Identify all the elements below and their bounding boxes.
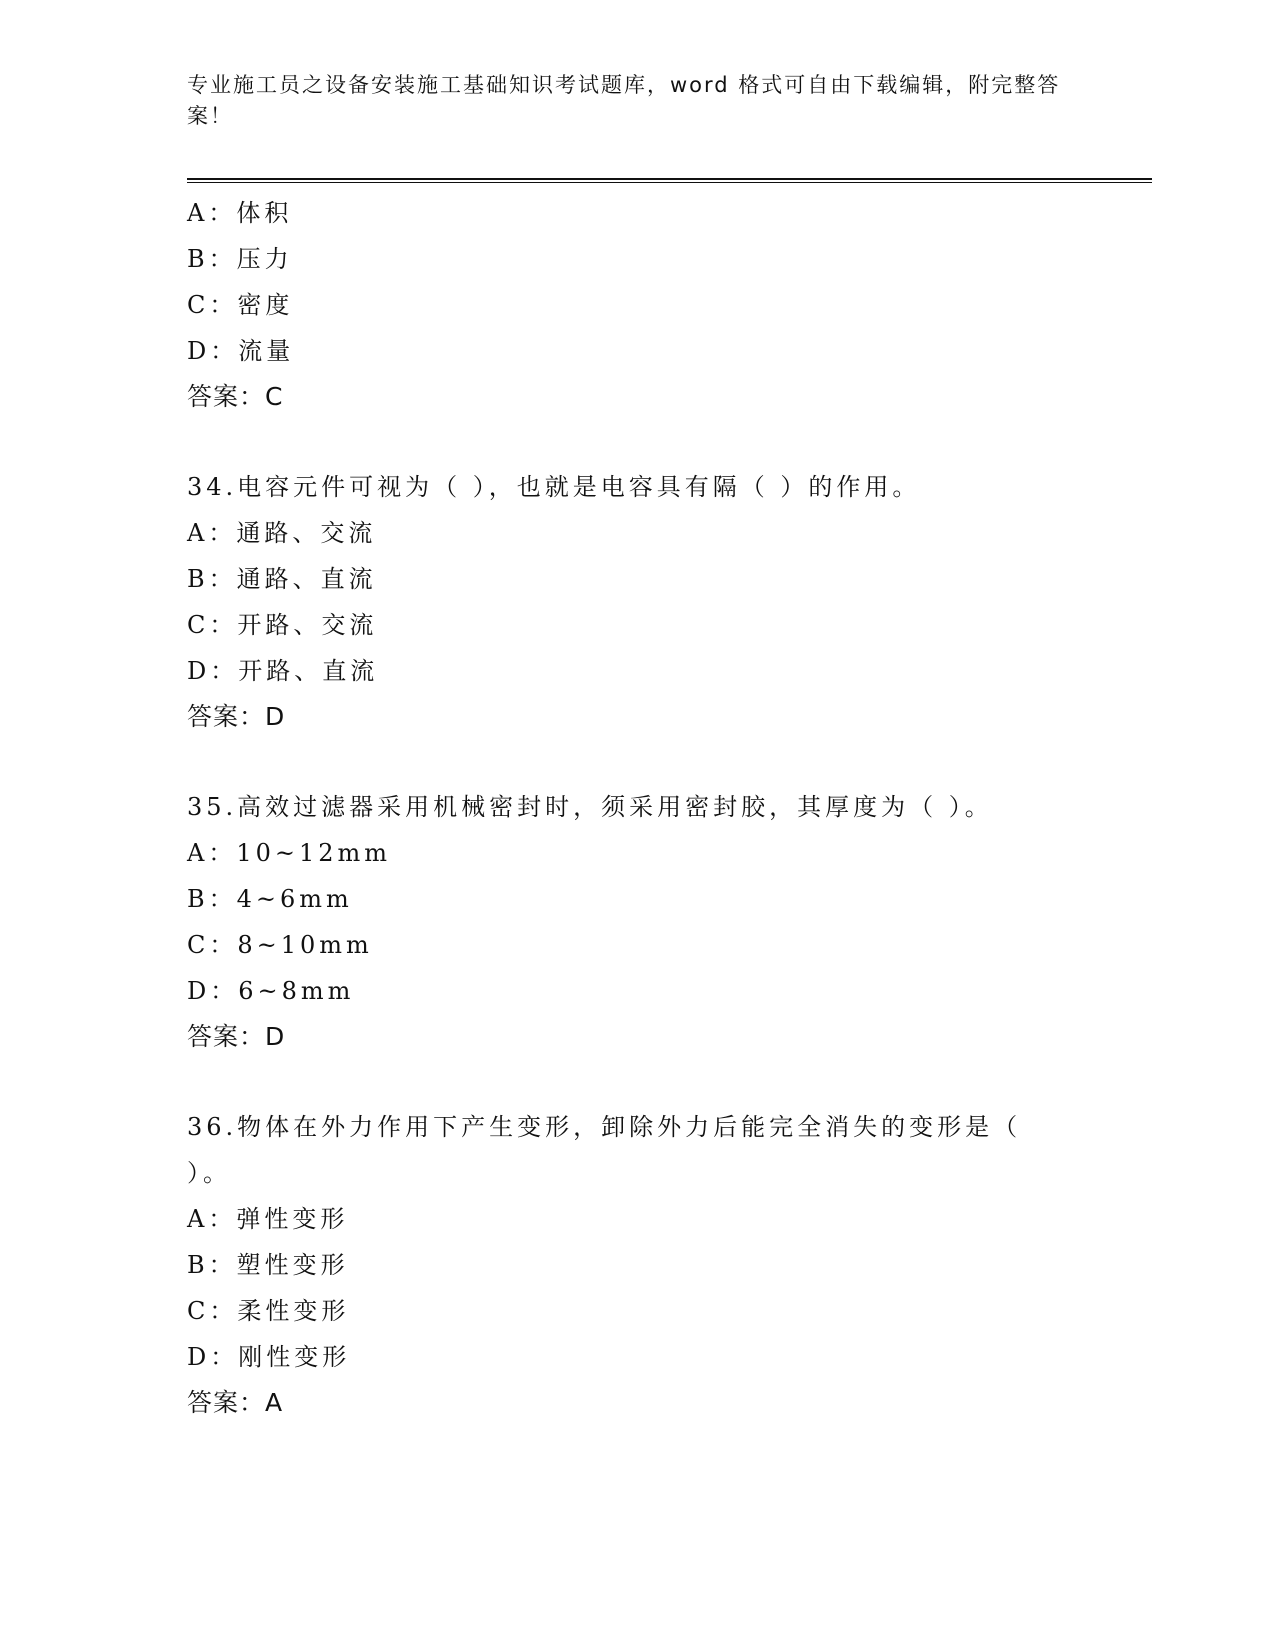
question-34	[187, 464, 1067, 740]
option-b: B：塑性变形	[187, 1251, 349, 1279]
option-c: C：密度	[187, 291, 294, 319]
option-a: A：体积	[187, 199, 293, 227]
option-d: D：开路、直流	[187, 657, 379, 685]
spacer	[187, 740, 1067, 784]
option-c: C：柔性变形	[187, 1297, 350, 1325]
document-header: 专业施工员之设备安装施工基础知识考试题库，word 格式可自由下载编辑，附完整答案！	[187, 73, 1061, 128]
question-stem: 35.高效过滤器采用机械密封时，须采用密封胶，其厚度为（ ）。	[187, 793, 993, 821]
question-33	[187, 190, 1067, 420]
question-list	[187, 190, 1067, 1426]
option-a: A：通路、交流	[187, 519, 377, 547]
answer: 答案：A	[187, 1388, 284, 1417]
option-a: A：10~12mm	[187, 839, 392, 867]
option-d: D：6~8mm	[187, 977, 355, 1005]
answer: 答案：D	[187, 1022, 286, 1051]
option-b: B：压力	[187, 245, 293, 273]
option-c: C：开路、交流	[187, 611, 378, 639]
option-c: C：8~10mm	[187, 931, 373, 959]
spacer	[187, 1060, 1067, 1104]
answer: 答案：C	[187, 382, 284, 411]
header-divider	[187, 178, 1152, 184]
question-36	[187, 1104, 1067, 1426]
option-b: B：4~6mm	[187, 885, 353, 913]
option-d: D：流量	[187, 337, 295, 365]
option-b: B：通路、直流	[187, 565, 377, 593]
spacer	[187, 420, 1067, 464]
divider-line-thin	[187, 182, 1152, 183]
question-35	[187, 784, 1067, 1060]
option-a: A：弹性变形	[187, 1205, 349, 1233]
divider-line-thick	[187, 178, 1152, 180]
question-stem: 36.物体在外力作用下产生变形，卸除外力后能完全消失的变形是（ ）。	[187, 1113, 1022, 1187]
question-stem: 34.电容元件可视为（ ），也就是电容具有隔（ ）的作用。	[187, 473, 921, 501]
answer: 答案：D	[187, 702, 286, 731]
option-d: D：刚性变形	[187, 1343, 351, 1371]
